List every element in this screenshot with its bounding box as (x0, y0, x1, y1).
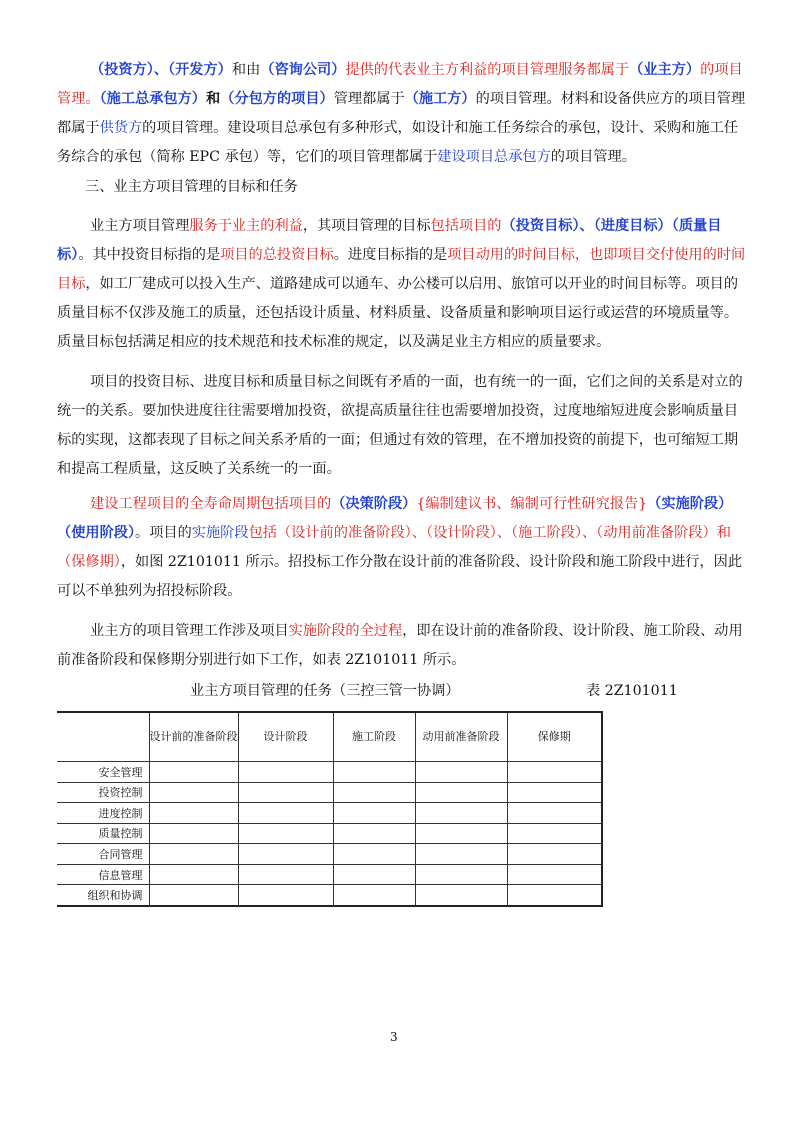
table-header-row (57, 712, 602, 762)
table-number: 表 2Z101011 (586, 683, 678, 699)
table-column-header: 设计前的准备阶段 (149, 712, 238, 762)
p5-text-run: ，即在设计前的准备阶段、设计阶段、施工阶段、动用前准备阶段和保修期分别进行如下工作，如表 2Z101011 所示。 (57, 623, 743, 668)
table-caption: 业主方项目管理的任务（三控三管一协调） (190, 683, 460, 699)
p2-text-run: ，如工厂建成可以投入生产、道路建成可以通车、办公楼可以启用、旅馆可以开业的时间目标等。项目的质量目标不仅涉及施工的质量，还包括设计质量、材料质量、设备质量和影响项目运行或运营的环境质量等。质量目标包括满足相应的技术规范和技术标准的规定，以及满足业主方相应的质量要求。 (57, 276, 739, 350)
table-column-header: 施工阶段 (333, 712, 415, 762)
p4-text-run: 实施阶段 (191, 525, 249, 541)
p1-text-run: （业主方） (629, 62, 701, 78)
table-row (57, 864, 602, 885)
p2-text-run: （投资目标）、（进度目标）（质量目标） (57, 218, 722, 263)
section-heading: 三、业主方项目管理的目标和任务 (85, 179, 298, 195)
p3-text-run: 项目的投资目标、进度目标和质量目标之间既有矛盾的一面，也有统一的一面，它们之间的关系是对立的统一的关系。要加快进度往往需要增加投资，欲提高质量往往也需要增加投资，过度地缩短进度会影响质量目标的实现，这都表现了目标之间关系矛盾的一面；但通过有效的管理，在不增加投资的前提下，也可缩短工期和提高工程质量，这反映了关系统一的一面。 (57, 374, 743, 477)
p1-text-run: 提供的代表业主方利益的项目管理服务都属于 (345, 62, 630, 78)
p2-text-run: 。进度目标指的是 (333, 247, 448, 263)
table-row-header: 投资控制 (57, 782, 149, 803)
p1-text-run: 和由 (231, 62, 261, 78)
table-row (57, 803, 602, 824)
paragraph-project-lifecycle (57, 490, 747, 606)
p2-text-run: 包括项目的 (430, 218, 502, 234)
p1-text-run: （投资方）、（开发方） (90, 62, 232, 78)
p4-text-run: 。项目的 (135, 525, 192, 541)
p1-text-run: 的项目管理。 (550, 149, 636, 165)
p1-text-run: （施工方） (404, 91, 476, 107)
p1-text-run: 的项目管理。材料和设备供应方的项目管理都属于 (57, 91, 746, 136)
table-column-header: 动用前准备阶段 (415, 712, 507, 762)
p4-text-run: 包括 (248, 525, 277, 541)
table-row (57, 823, 602, 844)
table-row-header: 组织和协调 (57, 885, 149, 906)
p2-text-run: 项目的总投资目标 (220, 247, 334, 263)
p4-text-run: （设计前的准备阶段）、（设计阶段）、（施工阶段）、（动用前准备阶段）和（保修期） (57, 525, 731, 570)
p2-text-run: 。其中投资目标指的是 (78, 247, 221, 263)
owner-tasks-table (57, 711, 603, 907)
p1-text-run: 的项目管理。 (57, 62, 743, 107)
p5-text-run: 业主方的项目管理工作涉及项目 (90, 623, 289, 639)
table-row (57, 844, 602, 865)
table-column-header: 保修期 (507, 712, 602, 762)
table-row-header: 质量控制 (57, 823, 149, 844)
p2-text-run: 项目动用的时间目标，也即项目交付使用的时间目标 (57, 247, 746, 292)
p1-text-run: （分包方的项目） (220, 91, 334, 107)
table-row-header: 进度控制 (57, 803, 149, 824)
p4-text-run: ，如图 2Z101011 所示。招投标工作分散在设计前的准备阶段、设计阶段和施工阶段中进行，因此可以不单独列为招投标阶段。 (57, 554, 743, 599)
table-row (57, 782, 602, 803)
p1-text-run: 建设项目总承包方 (437, 149, 551, 165)
page-number: 3 (390, 1030, 398, 1044)
paragraph-project-management-types (57, 56, 747, 172)
p4-text-run: {编制建议书、编制可行性研究报告} (416, 496, 648, 512)
p1-text-run: 供货方 (99, 120, 143, 136)
p1-text-run: 管理都属于 (333, 91, 405, 107)
paragraph-owner-work-scope (57, 617, 747, 675)
paragraph-objective-relations (57, 368, 747, 484)
p4-text-run: （决策阶段） (331, 496, 417, 512)
p1-text-run: 的项目管理。建设项目总承包有多种形式，如设计和施工任务综合的承包，设计、采购和施工任务综合的承包（简称 EPC 承包）等，它们的项目管理都属于 (57, 120, 739, 165)
p1-text-run: （咨询公司） (260, 62, 346, 78)
paragraph-owner-objectives (57, 212, 747, 357)
table-row-header: 信息管理 (57, 864, 149, 885)
p4-text-run: 建设工程项目的全寿命周期包括项目的 (90, 496, 332, 512)
table-row (57, 762, 602, 783)
p1-text-run: （施工总承包方） (99, 91, 206, 107)
table-row (57, 885, 602, 906)
p2-text-run: ，其项目管理的目标 (302, 218, 431, 234)
p2-text-run: 服务于业主的利益 (189, 218, 303, 234)
table-row-header: 合同管理 (57, 844, 149, 865)
p1-text-run: 和 (205, 91, 221, 107)
p4-text-run: （实施阶段）（使用阶段） (57, 496, 733, 541)
p5-text-run: 实施阶段的全过程 (288, 623, 403, 639)
table-corner-cell (57, 712, 149, 762)
p2-text-run: 业主方项目管理 (90, 218, 190, 234)
table-row-header: 安全管理 (57, 762, 149, 783)
table-column-header: 设计阶段 (238, 712, 333, 762)
